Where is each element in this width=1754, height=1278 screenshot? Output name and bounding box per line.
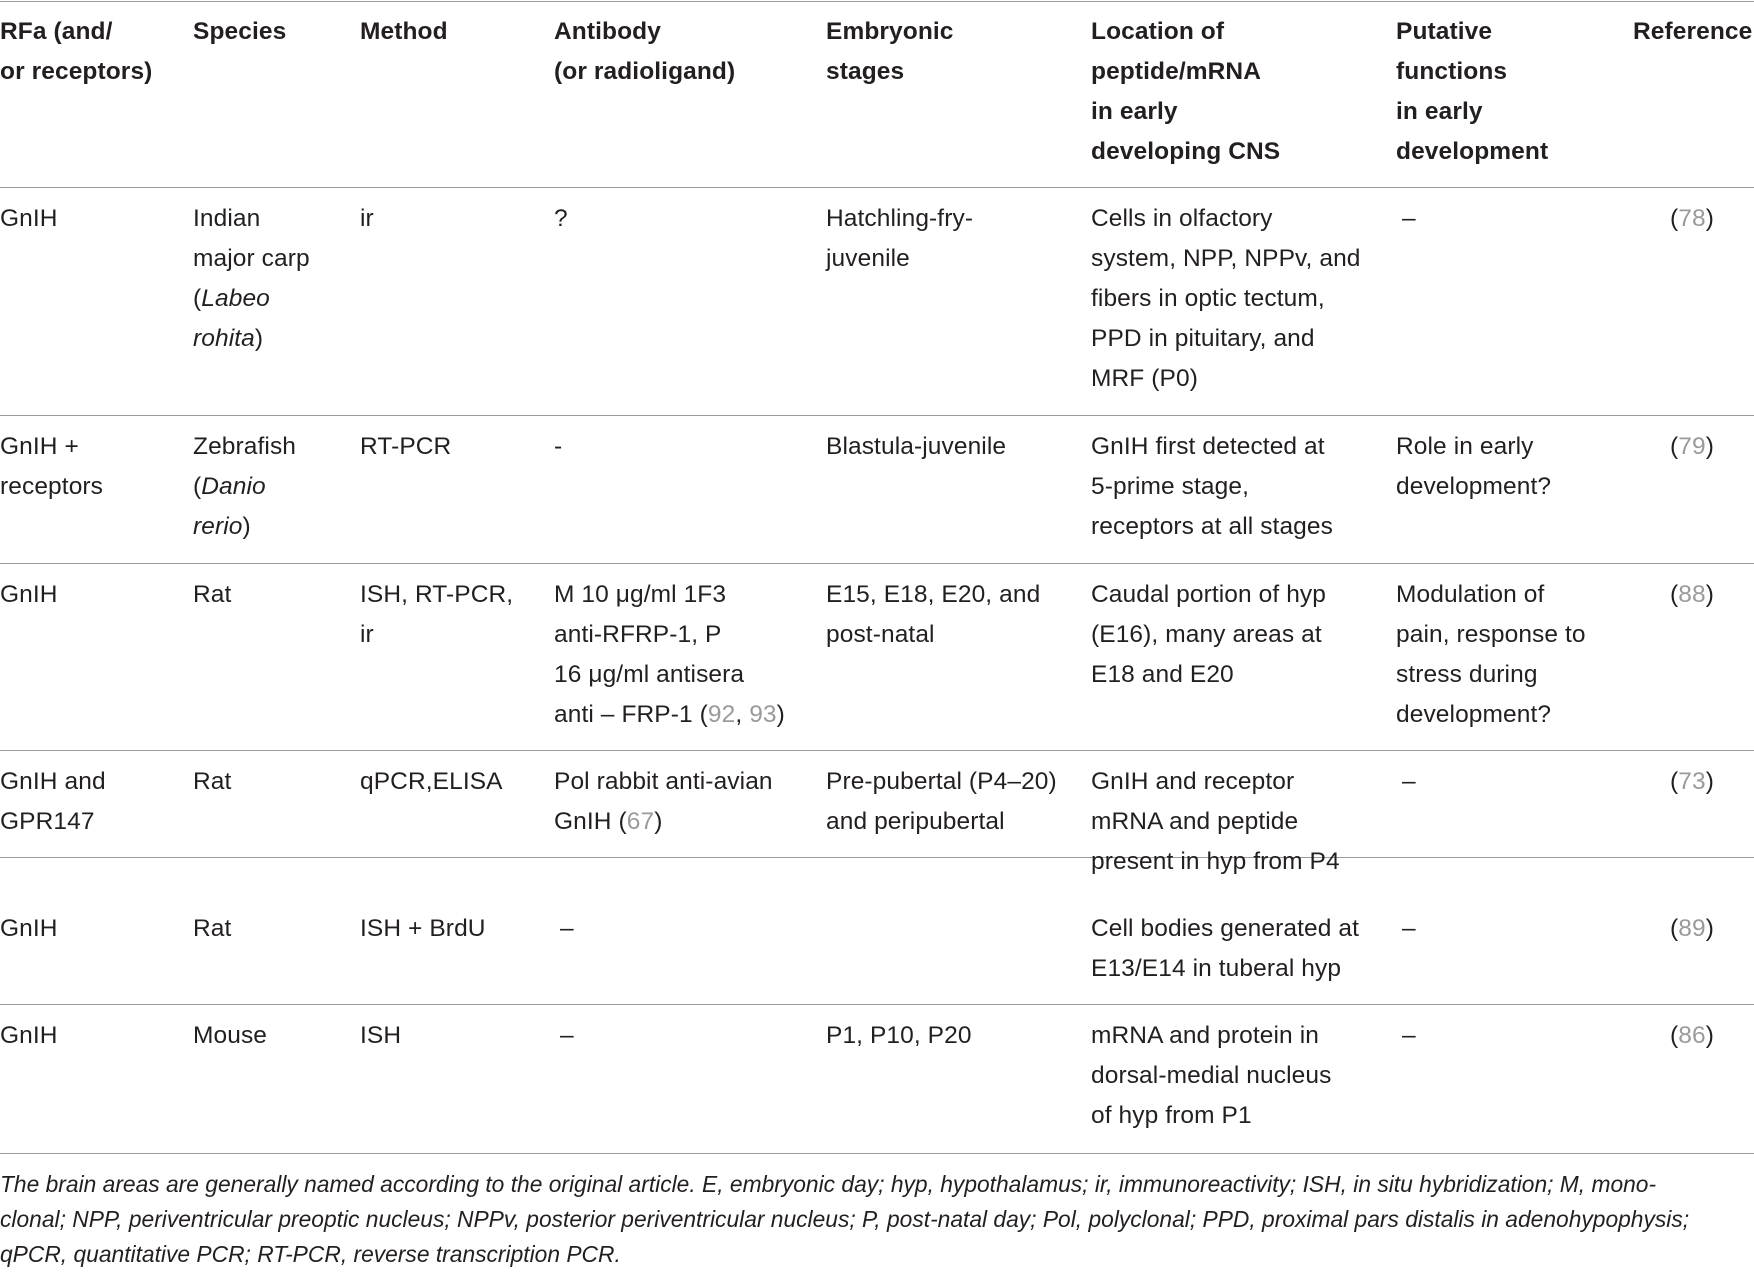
- table-row-4-functions: –: [1402, 768, 1416, 795]
- header-reference: Reference: [1633, 18, 1753, 45]
- table-row-3-antibody: M 10 μg/ml 1F3 anti-RFRP-1, P 16 μg/ml antisera anti – FRP-1 (92, 93): [554, 581, 785, 728]
- row-divider: [0, 750, 1754, 751]
- table-row-6-species: Mouse: [193, 1022, 268, 1049]
- table-row-1-location: Cells in olfactory system, NPP, NPPv, and fibers in optic tectum, PPD in pituitary, and MRF (P0): [1091, 205, 1361, 392]
- table-row-5-method: ISH + BrdU: [360, 915, 486, 942]
- table-footnote: The brain areas are generally named according to the original article. E, embryonic day; hyp, hypothalamus; ir, immunoreactivity; ISH, in situ hybridization; M, mono- clonal; NPP, periventricular preoptic nucleus; NPPv, posterior periventricular nucleus; P, post-natal day; Pol, polyclonal; PPD, proximal pars distalis in adenohypophysis; qPCR, quantitative PCR; RT-PCR, reverse transcription PCR.: [0, 1171, 1690, 1267]
- row-divider: [0, 415, 1754, 416]
- table-row-4-species: Rat: [193, 768, 232, 795]
- table-row-3-species: Rat: [193, 581, 232, 608]
- table-row-5-location: Cell bodies generated at E13/E14 in tuberal hyp: [1091, 915, 1359, 982]
- table-row-2-method: RT-PCR: [360, 433, 452, 460]
- table-row-2-species: Zebrafish (Danio rerio): [193, 433, 297, 540]
- table-row-1-stages: Hatchling-fry- juvenile: [826, 205, 974, 272]
- header-functions: Putative functions in early development: [1396, 18, 1549, 165]
- table-row-1-method: ir: [360, 205, 374, 232]
- table-row-6-stages: P1, P10, P20: [826, 1022, 972, 1049]
- header-method: Method: [360, 18, 448, 45]
- table-row-2-rfa: GnIH + receptors: [0, 433, 104, 500]
- table-row-6-antibody: –: [560, 1022, 574, 1049]
- table-row-6-rfa: GnIH: [0, 1022, 58, 1049]
- table-row-4-location: GnIH and receptor mRNA and peptide present in hyp from P4: [1091, 768, 1340, 875]
- table-row-2-stages: Blastula-juvenile: [826, 433, 1007, 460]
- table-row-5-functions: –: [1402, 915, 1416, 942]
- table-row-3-location: Caudal portion of hyp (E16), many areas at E18 and E20: [1091, 581, 1327, 688]
- table-row-4-reference[interactable]: (73): [1670, 768, 1714, 795]
- header-species: Species: [193, 18, 287, 45]
- table-row-3-rfa: GnIH: [0, 581, 58, 608]
- table-row-1-functions: –: [1402, 205, 1416, 232]
- table-top-rule: [0, 1, 1754, 2]
- header-embryonic-stages: Embryonic stages: [826, 18, 954, 85]
- table-row-1-reference[interactable]: (78): [1670, 205, 1714, 232]
- header-rfa: RFa (and/ or receptors): [0, 18, 153, 85]
- table-row-3-method: ISH, RT-PCR, ir: [360, 581, 514, 648]
- table-row-6-functions: –: [1402, 1022, 1416, 1049]
- header-bottom-rule: [0, 187, 1754, 188]
- table-row-2-functions: Role in early development?: [1396, 433, 1552, 500]
- table-row-4-antibody: Pol rabbit anti-avian GnIH (67): [554, 768, 773, 835]
- table-row-1-species: Indian major carp (Labeo rohita): [193, 205, 310, 352]
- table-bottom-rule: [0, 1153, 1754, 1154]
- table-row-2-reference[interactable]: (79): [1670, 433, 1714, 460]
- table-row-2-location: GnIH first detected at 5-prime stage, receptors at all stages: [1091, 433, 1333, 540]
- header-antibody: Antibody (or radioligand): [554, 18, 736, 85]
- table-row-3-functions: Modulation of pain, response to stress during development?: [1396, 581, 1586, 728]
- table-row-3-reference[interactable]: (88): [1670, 581, 1714, 608]
- table-row-6-location: mRNA and protein in dorsal-medial nucleus of hyp from P1: [1091, 1022, 1332, 1129]
- table-row-5-rfa: GnIH: [0, 915, 58, 942]
- row-divider: [0, 857, 1754, 858]
- table-row-6-reference[interactable]: (86): [1670, 1022, 1714, 1049]
- table-row-4-rfa: GnIH and GPR147: [0, 768, 106, 835]
- table-row-3-stages: E15, E18, E20, and post-natal: [826, 581, 1041, 648]
- table-row-2-antibody: -: [554, 433, 563, 460]
- table-row-5-reference[interactable]: (89): [1670, 915, 1714, 942]
- row-divider: [0, 1004, 1754, 1005]
- table-row-6-method: ISH: [360, 1022, 402, 1049]
- table-row-5-antibody: –: [560, 915, 574, 942]
- table-row-1-rfa: GnIH: [0, 205, 58, 232]
- table-row-1-antibody: ?: [554, 205, 568, 232]
- table-row-4-method: qPCR,ELISA: [360, 768, 503, 795]
- row-divider: [0, 563, 1754, 564]
- table-row-5-species: Rat: [193, 915, 232, 942]
- header-location: Location of peptide/mRNA in early developing CNS: [1091, 18, 1281, 165]
- table-row-4-stages: Pre-pubertal (P4–20) and peripubertal: [826, 768, 1057, 835]
